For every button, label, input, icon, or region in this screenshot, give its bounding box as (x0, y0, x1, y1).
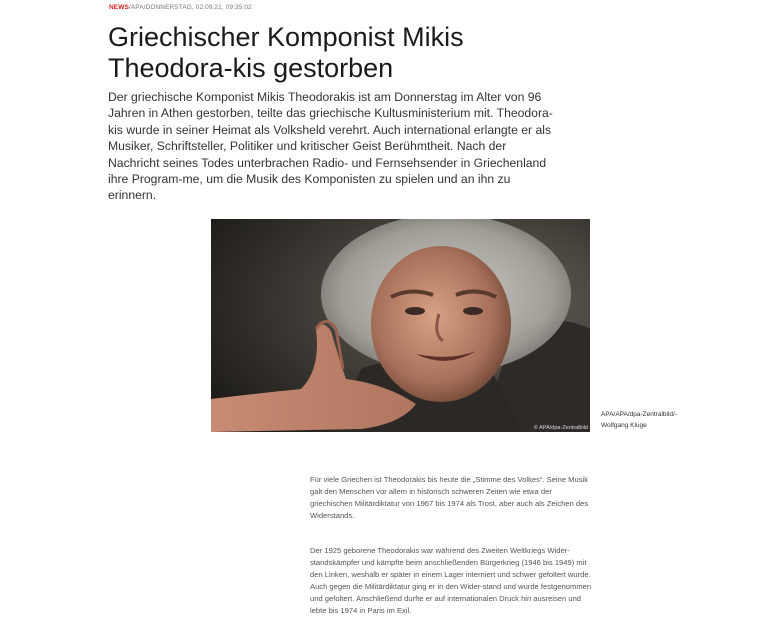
caption-line-1: APA/APA/dpa-Zentralbild/- (601, 411, 677, 418)
article-paragraph: Für viele Griechen ist Theodorakis bis heute die „Stimme des Volkes“. Seine Musik galt den Menschen vor allem in historisch schweren Zeiten wie etwa der griechischen Militärdiktatur von 1967 bis 1974 als Trost, aber auch als Zeichen des Widerstands. (310, 475, 589, 521)
article-paragraph: Der 1925 geborene Theodorakis war während des Zweiten Weltkriegs Wider-standskämpfer und kämpfte beim anschließenden Bürgerkrieg (1946 bis 1949) mit den Linken, weshalb er später in einem Lager interniert und schwer gefoltert wurde. Auch gegen die Militärdiktatur ging er in den Wider-stand und wurde festgenommen und gefoltert. Anschließend durfte er auf internationalen Druck hin ausreisen und lebte bis 1974 in Paris im Exil. (310, 546, 592, 616)
meta-info: /APA/DONNERSTAG, 02.09.21, 09:35:02 (128, 4, 252, 11)
caption-line-2: Wolfgang Kluge (601, 422, 647, 429)
image-caption (601, 409, 711, 431)
article-lead: Der griechische Komponist Mikis Theodorakis ist am Donnerstag im Alter von 96 Jahren in Athen gestorben, teilte das griechische Kultusministerium mit. Theodora-kis wurde in seiner Heimat als Volksheld verehrt. Auch international erlangte er als Musiker, Schriftsteller, Politiker und kritischer Geist Berühmtheit. Nach der Nachricht seines Todes unterbrachen Radio- und Fernsehsender in Griechenland ihre Program-me, um die Musik des Komponisten zu spielen und an ihn zu erinnern. (108, 90, 553, 203)
article-meta (109, 4, 252, 11)
article-photo (211, 219, 590, 432)
photo-credit-overlay: © APA/dpa-Zentralbild (533, 425, 588, 431)
category-link[interactable]: NEWS (109, 4, 129, 11)
article-title: Griechischer Komponist Mikis Theodora-kis gestorben (108, 22, 464, 83)
portrait-illustration (211, 219, 590, 432)
